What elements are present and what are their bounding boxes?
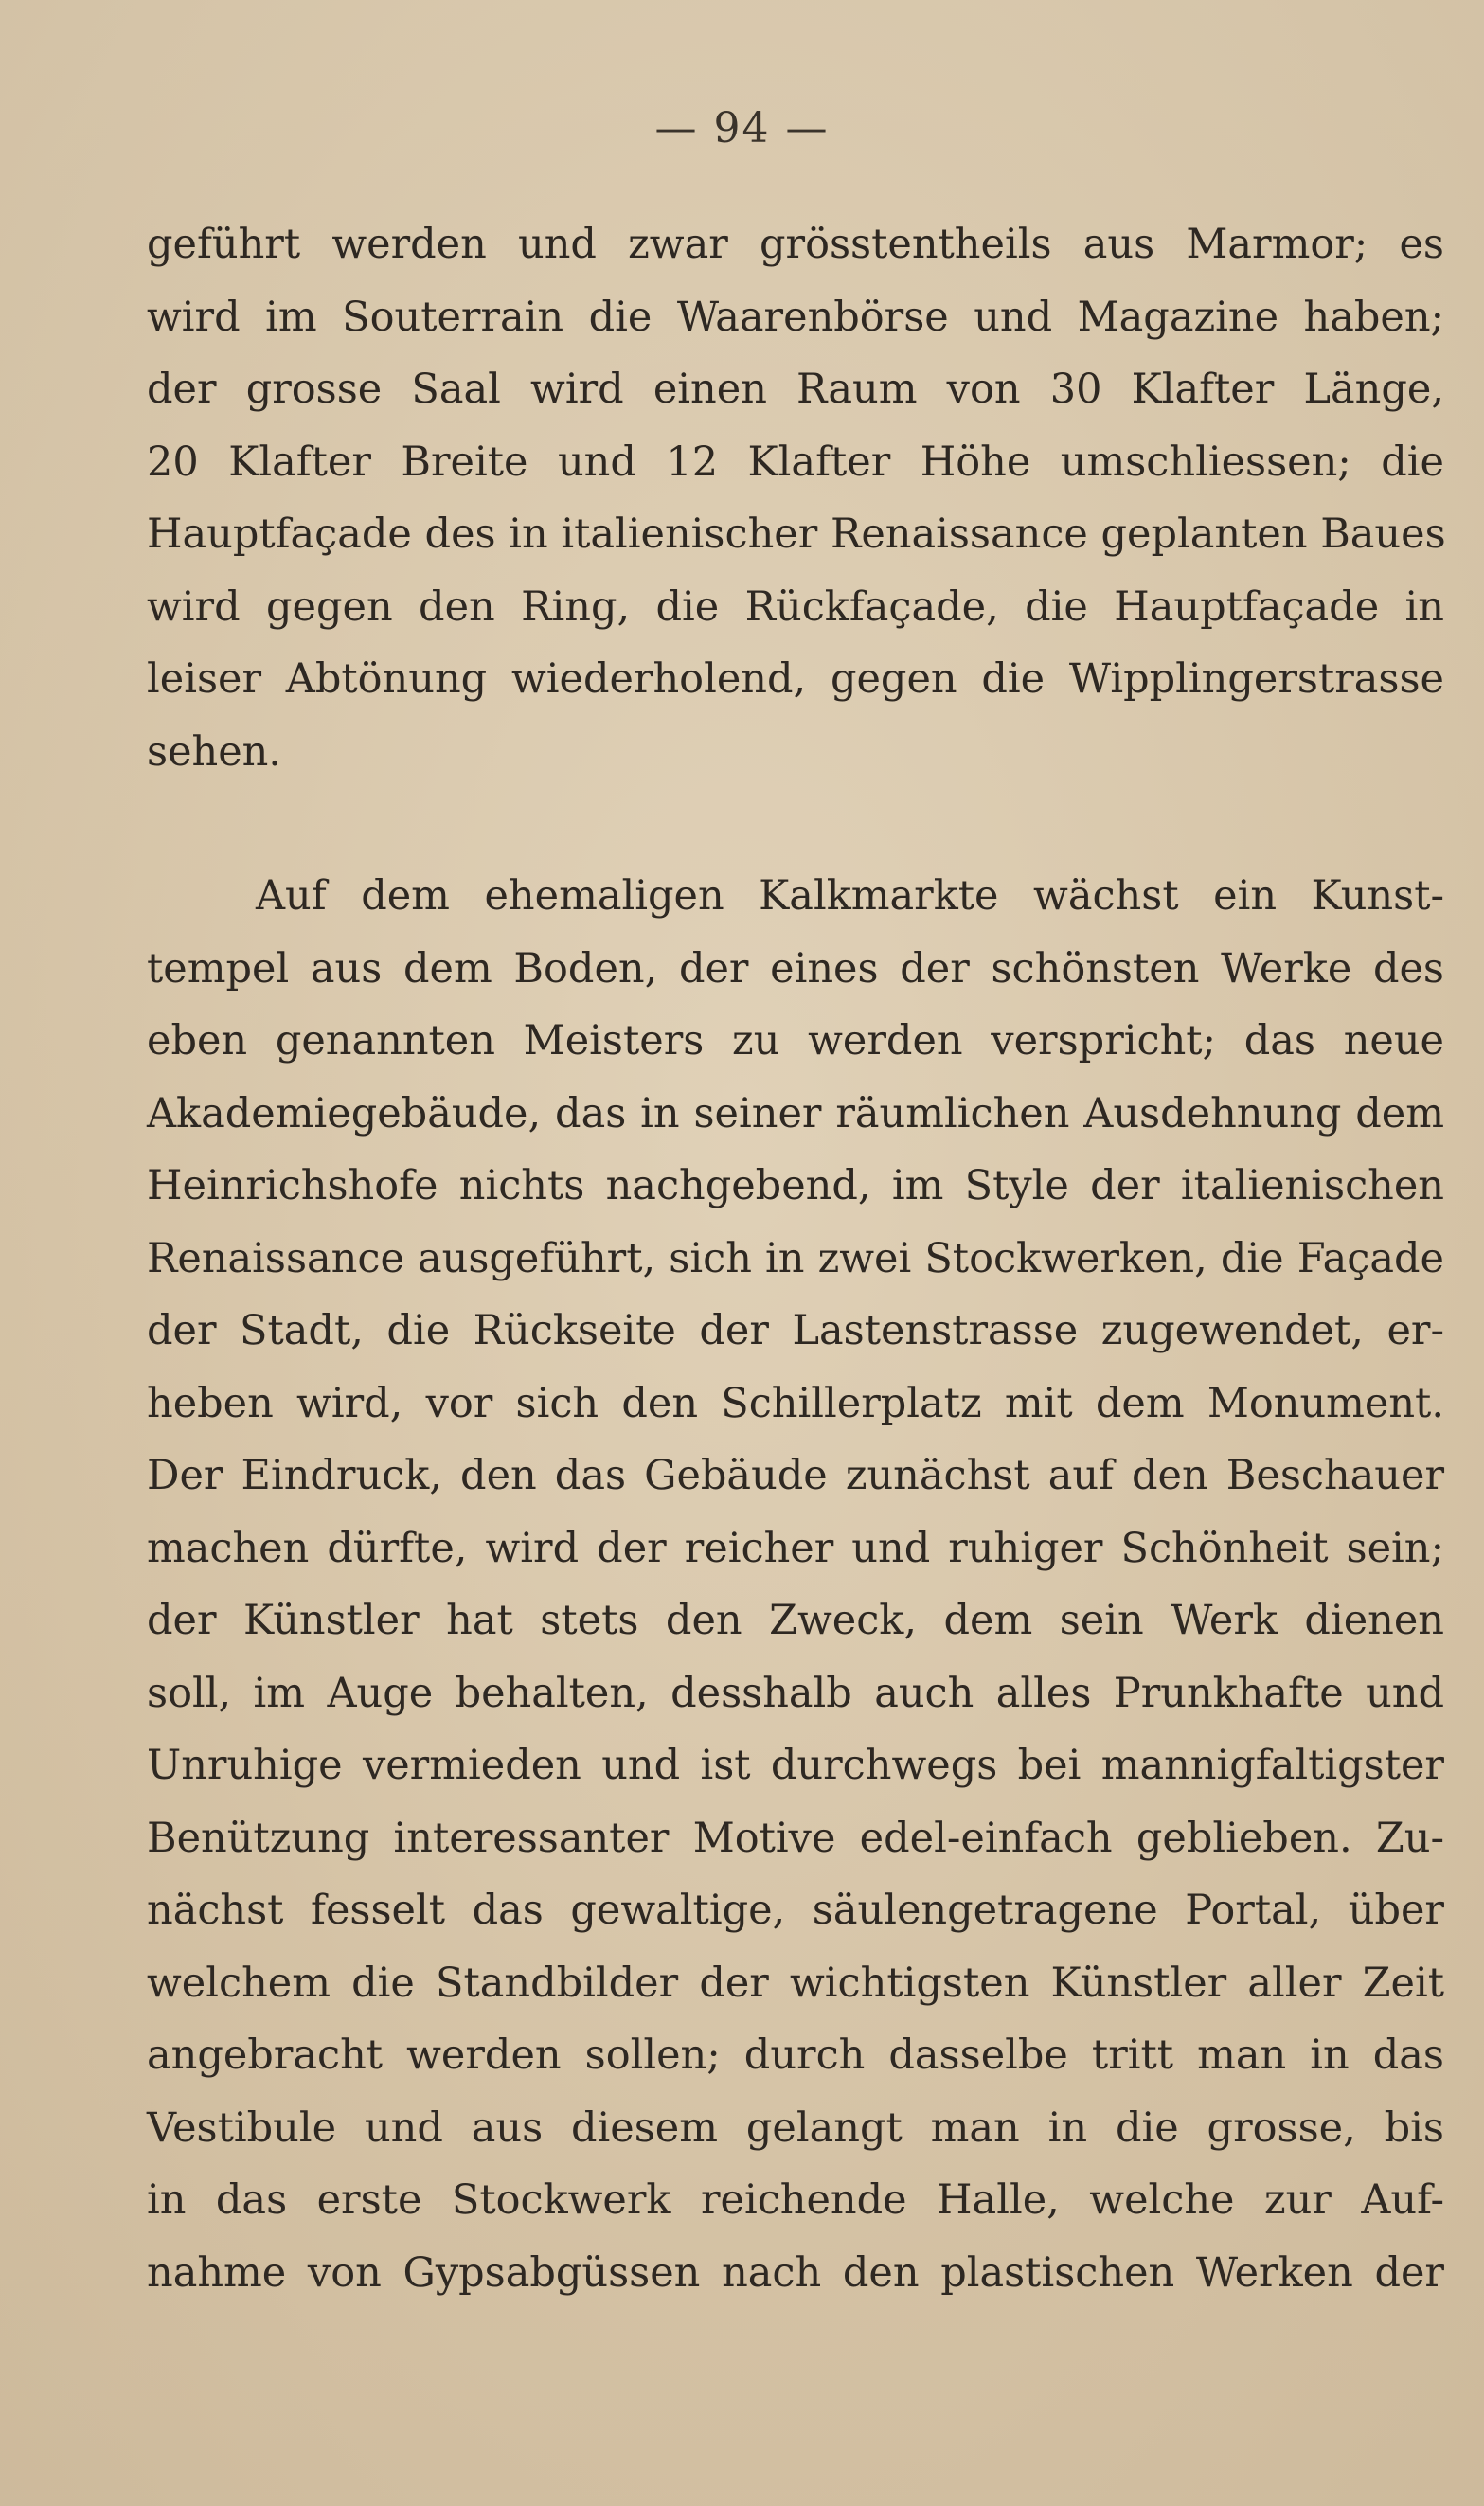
text-line: heben wird, vor sich den Schillerplatz mit dem Monument. xyxy=(147,1379,1444,1427)
text-line: angebracht werden sollen; durch dasselbe tritt man in das xyxy=(147,2032,1444,2079)
text-line: Heinrichshofe nichts nachgebend, im Style der italienischen xyxy=(147,1162,1444,1209)
text-line: tempel aus dem Boden, der eines der schönsten Werke des xyxy=(147,944,1444,993)
text-line: Unruhige vermieden und ist durchwegs bei mannigfaltigster xyxy=(147,1742,1444,1789)
text-line: Vestibule und aus diesem gelangt man in die grosse, bis xyxy=(147,2103,1444,2152)
text-line: soll, im Auge behalten, desshalb auch alles Prunkhafte und xyxy=(147,1669,1444,1717)
text-line: wird gegen den Ring, die Rückfaçade, die Hauptfaçade in xyxy=(147,582,1444,631)
text-line: der Künstler hat stets den Zweck, dem sein Werk dienen xyxy=(147,1597,1444,1644)
text-line: Akademiegebäude, das in seiner räumlichen Ausdehnung dem xyxy=(147,1089,1444,1137)
text-line: wird im Souterrain die Waarenbörse und Magazine haben; xyxy=(147,293,1444,341)
text-line: eben genannten Meisters zu werden verspricht; das neue xyxy=(147,1017,1444,1065)
text-line: der Stadt, die Rückseite der Lastenstrasse zugewendet, er- xyxy=(147,1307,1444,1354)
paragraph-2 xyxy=(147,860,1444,2309)
text-line: Renaissance ausgeführt, sich in zwei Stockwerken, die Façade xyxy=(147,1234,1444,1282)
text-line: machen dürfte, wird der reicher und ruhiger Schönheit sein; xyxy=(147,1524,1444,1572)
text-line: geführt werden und zwar grösstentheils aus Marmor; es xyxy=(147,221,1444,268)
text-line: sehen. xyxy=(147,727,282,776)
text-line: nahme von Gypsabgüssen nach den plastischen Werken der xyxy=(147,2248,1444,2297)
paragraph-1 xyxy=(147,208,1444,788)
text-line: Hauptfaçade des in italienischer Renaissance geplanten Baues xyxy=(147,510,1446,558)
text-line: der grosse Saal wird einen Raum von 30 Klafter Länge, xyxy=(147,366,1444,413)
text-line: Auf dem ehemaligen Kalkmarkte wächst ein Kunst- xyxy=(256,872,1444,920)
text-line: 20 Klafter Breite und 12 Klafter Höhe umschliessen; die xyxy=(147,438,1444,486)
page-number: — 94 — xyxy=(654,104,830,152)
text-line: Der Eindruck, den das Gebäude zunächst auf den Beschauer xyxy=(147,1452,1444,1499)
text-line: in das erste Stockwerk reichende Halle, welche zur Auf- xyxy=(147,2176,1444,2224)
text-line: leiser Abtönung wiederholend, gegen die Wipplingerstrasse xyxy=(147,655,1444,703)
text-line: welchem die Standbilder der wichtigsten Künstler aller Zeit xyxy=(147,1959,1444,2007)
text-line: nächst fesselt das gewaltige, säulengetragene Portal, über xyxy=(147,1887,1444,1934)
text-line: Benützung interessanter Motive edel-einfach geblieben. Zu- xyxy=(147,1814,1444,1862)
